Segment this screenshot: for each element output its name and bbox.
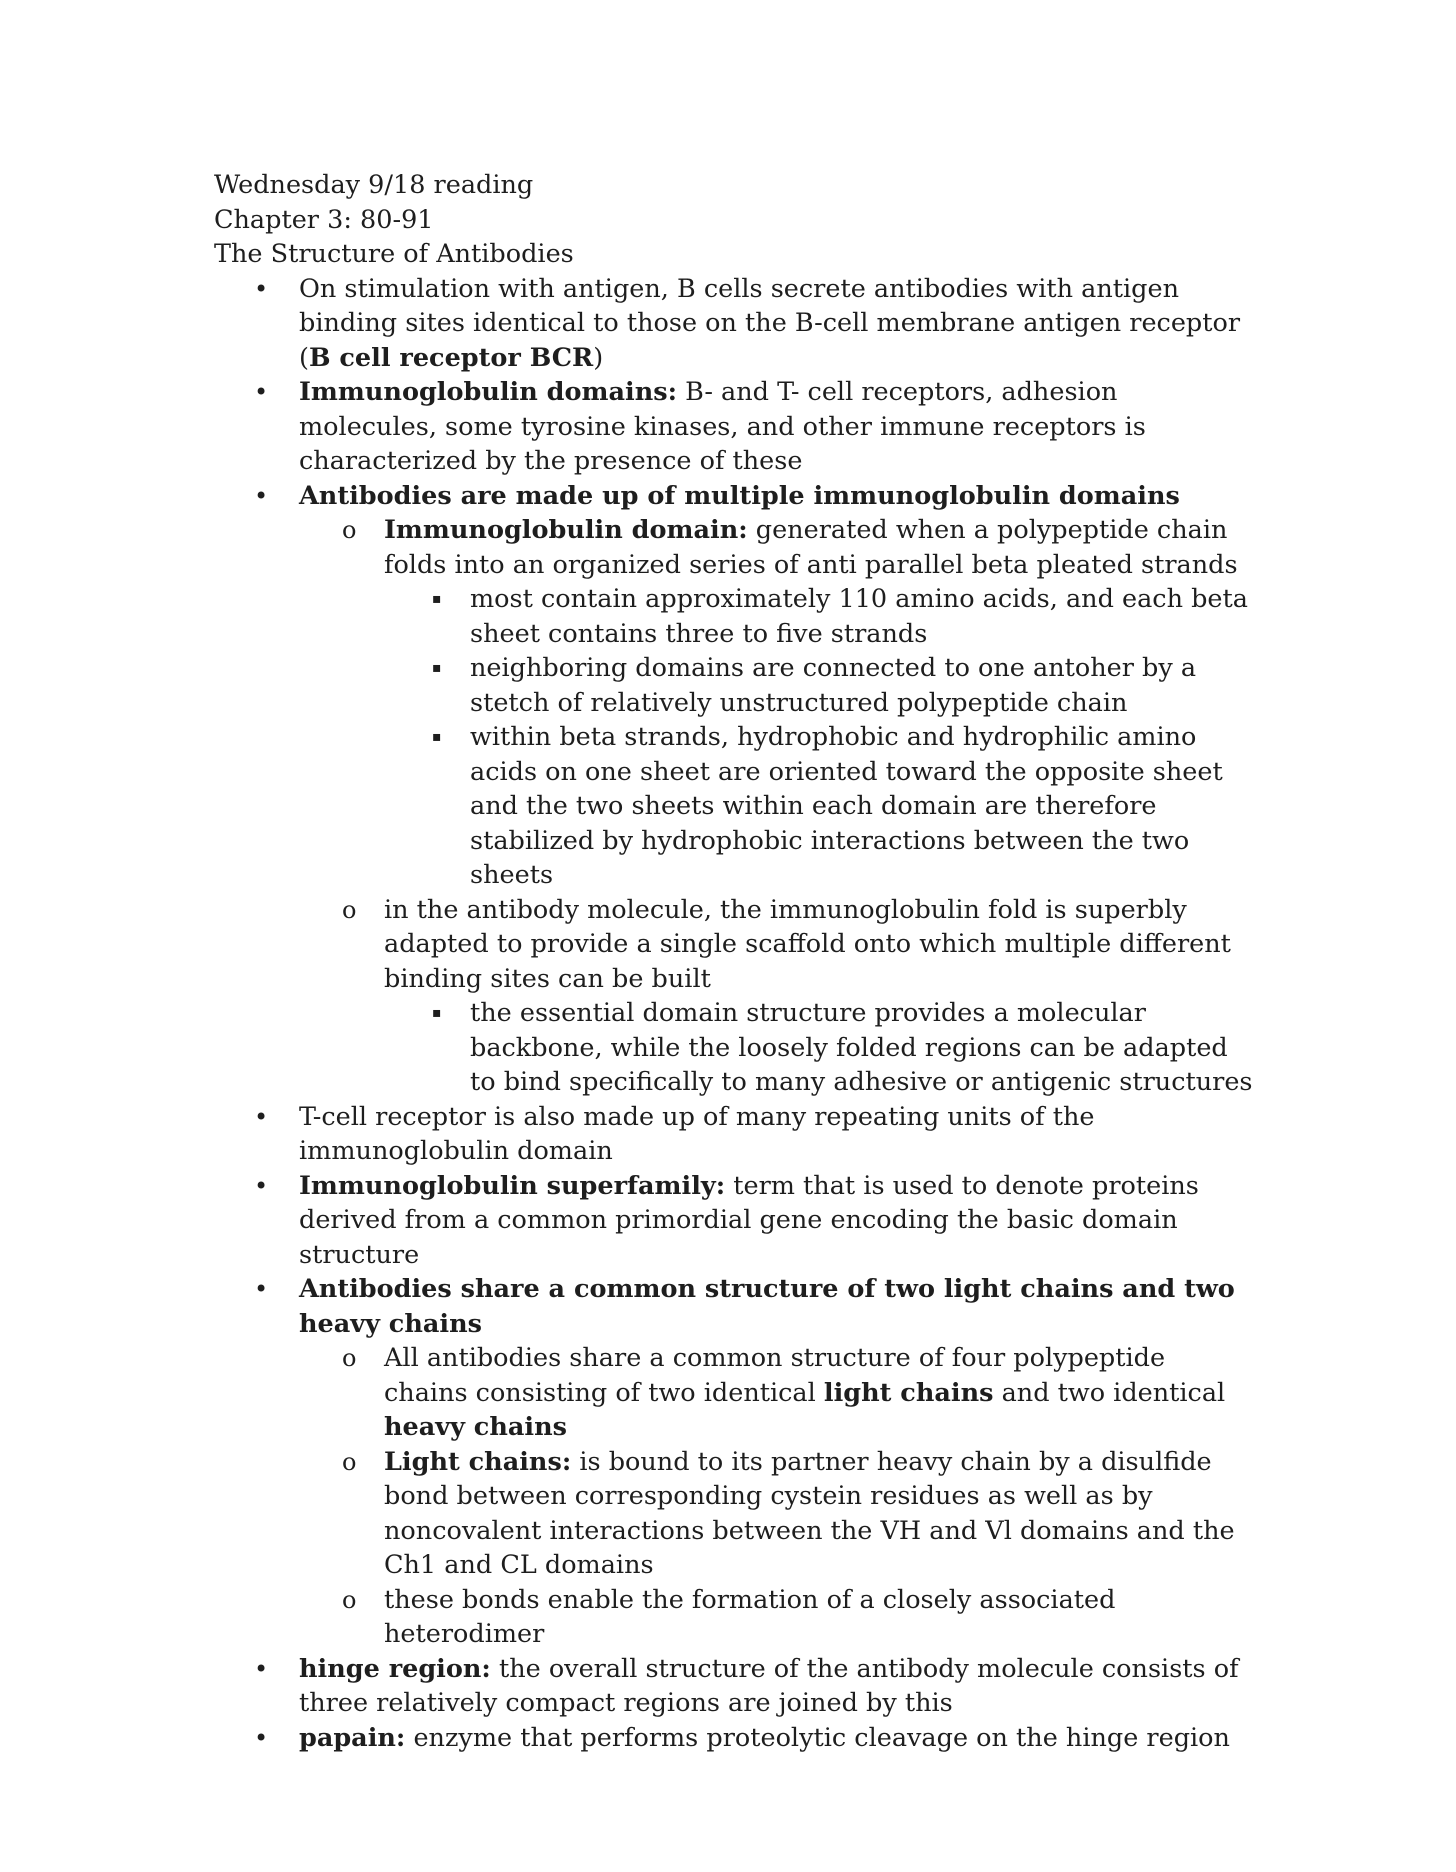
list-item: [214, 1652, 1254, 1721]
item-term: heavy chains: [384, 1412, 567, 1442]
item-text: generated when a polypeptide chain folds into an organized series of anti parallel beta pleated strands: [384, 515, 1238, 580]
item-text: enzyme that performs proteolytic cleavage on the hinge region: [405, 1722, 1230, 1753]
chapter-line: Chapter 3: 80-91: [214, 204, 434, 235]
date-line: Wednesday 9/18 reading: [214, 170, 534, 200]
square-marker: ▪: [432, 1005, 442, 1021]
item-text: within beta strands, hydrophobic and hydrophilic amino acids on one sheet are oriented toward the opposite sheet and the two sheets within each domain are therefore stabilized by hydrophobic interactions between the two sheets: [470, 722, 1223, 890]
circle-marker: o: [342, 516, 357, 544]
sub-sub-list-item: [214, 582, 1254, 651]
sub-list-item: [214, 513, 1254, 582]
item-text: On stimulation with antigen, B cells secrete antibodies with antigen binding sites identical to those on the B-cell membrane antigen receptor (: [299, 273, 1241, 373]
item-term: Immunoglobulin domain:: [384, 515, 748, 545]
item-term: Antibodies share a common structure of two light chains and two heavy chains: [299, 1274, 1235, 1339]
bullet-marker: •: [254, 1275, 269, 1303]
item-text: neighboring domains are connected to one antoher by a stetch of relatively unstructured polypeptide chain: [470, 653, 1197, 718]
item-term: Antibodies are made up of multiple immunoglobulin domains: [299, 480, 1180, 511]
bullet-marker: •: [254, 481, 269, 510]
item-text: B- and T- cell receptors, adhesion molecules, some tyrosine kinases, and other immune receptors is characterized by the presence of these: [299, 377, 1146, 476]
list-item: [214, 1100, 1254, 1169]
item-text: term that is used to denote proteins derived from a common primordial gene encoding the basic domain structure: [299, 1170, 1199, 1270]
item-text: T-cell receptor is also made up of many repeating units of the immunoglobulin domain: [299, 1101, 1095, 1166]
square-marker: ▪: [432, 591, 442, 607]
item-text: ): [593, 342, 604, 373]
section-title: The Structure of Antibodies: [214, 239, 574, 269]
bullet-marker: •: [254, 1654, 269, 1683]
circle-marker: o: [342, 1344, 357, 1372]
item-text: most contain approximately 110 amino acids, and each beta sheet contains three to five strands: [470, 584, 1248, 649]
sub-sub-list-item: [214, 996, 1254, 1100]
bullet-marker: •: [254, 274, 269, 303]
list-item: [214, 1721, 1254, 1756]
list-item: [214, 1169, 1254, 1273]
list-item: [214, 272, 1254, 376]
document-page: [214, 168, 1254, 1755]
bullet-marker: •: [254, 378, 269, 406]
bullet-marker: •: [254, 1723, 269, 1752]
sub-list-item: [214, 1583, 1254, 1652]
item-term: papain:: [299, 1722, 406, 1753]
sub-list-item: [214, 1341, 1254, 1445]
circle-marker: o: [342, 895, 357, 924]
item-term: Immunoglobulin superfamily:: [299, 1170, 726, 1201]
item-text: is bound to its partner heavy chain by a disulfide bond between corresponding cystein residues as well as by noncovalent interactions between the VH and Vl domains and the Ch1 and CL domains: [384, 1446, 1235, 1580]
sub-sub-list-item: [214, 720, 1254, 893]
sub-list-item: [214, 1445, 1254, 1583]
item-text: All antibodies share a common structure of four polypeptide chains consisting of two identical: [384, 1343, 1166, 1408]
bullet-marker: •: [254, 1102, 269, 1131]
circle-marker: o: [342, 1447, 357, 1476]
item-term: B cell receptor BCR: [308, 342, 594, 373]
list-item: [214, 479, 1254, 514]
list-item: [214, 1272, 1254, 1341]
list-item: [214, 375, 1254, 479]
bullet-list: [214, 272, 1254, 1756]
sub-list-item: [214, 893, 1254, 997]
item-text: in the antibody molecule, the immunoglobulin fold is superbly adapted to provide a single scaffold onto which multiple different binding sites can be built: [384, 894, 1231, 994]
sub-sub-list-item: [214, 651, 1254, 720]
item-text: the essential domain structure provides a molecular backbone, while the loosely folded regions can be adapted to bind specifically to many adhesive or antigenic structures: [470, 998, 1253, 1097]
item-term: Light chains:: [384, 1446, 572, 1477]
item-term: hinge region:: [299, 1653, 491, 1684]
item-term: light chains: [823, 1377, 994, 1408]
circle-marker: o: [342, 1585, 357, 1614]
square-marker: ▪: [432, 660, 442, 676]
item-text: the overall structure of the antibody molecule consists of three relatively compact regions are joined by this: [299, 1653, 1239, 1718]
square-marker: ▪: [432, 729, 442, 745]
item-term: Immunoglobulin domains:: [299, 377, 678, 407]
bullet-marker: •: [254, 1171, 269, 1200]
item-text: these bonds enable the formation of a closely associated heterodimer: [384, 1584, 1116, 1649]
item-text: and two identical: [993, 1377, 1226, 1408]
